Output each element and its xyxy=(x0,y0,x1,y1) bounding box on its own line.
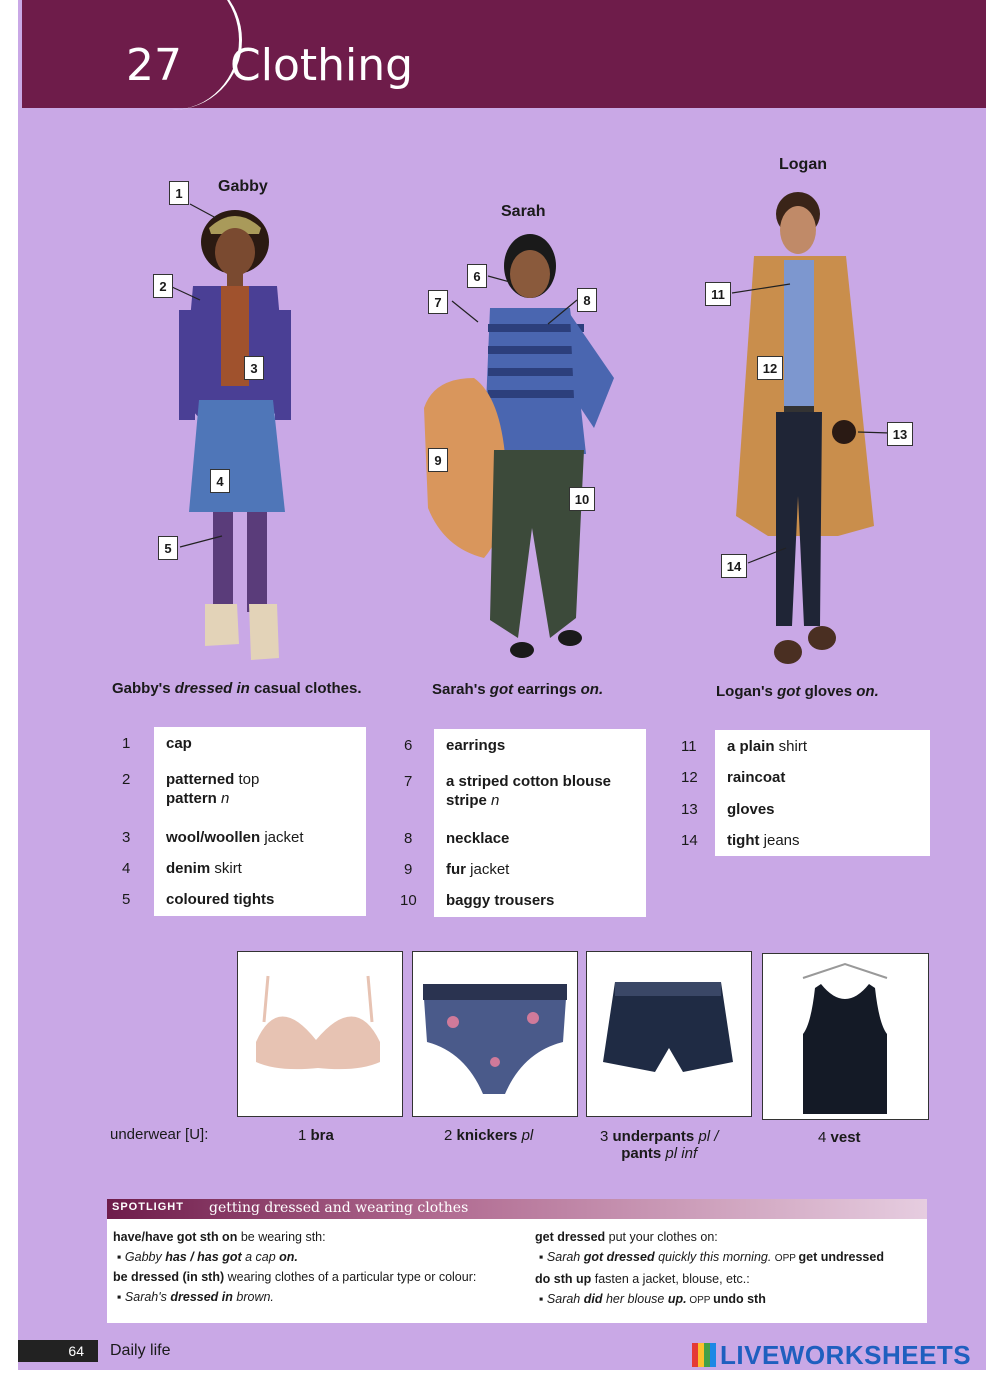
bra-image xyxy=(238,952,401,1115)
photo-knickers xyxy=(412,951,578,1117)
marker-1: 1 xyxy=(169,181,189,205)
vocab-number: 9 xyxy=(404,861,413,878)
vocab-item-raincoat: raincoat xyxy=(727,769,786,786)
vest-image xyxy=(763,954,927,1118)
brand-text: LIVEWORKSHEETS xyxy=(720,1340,972,1370)
underwear-item-underpants: 3 underpants pl / pants pl inf xyxy=(600,1128,719,1162)
vocab-item-necklace: necklace xyxy=(446,830,510,847)
spotlight-tag: SPOTLIGHT xyxy=(112,1201,184,1213)
spotlight-def-be-dressed: be dressed (in sth) wearing clothes of a particular type or colour: xyxy=(113,1270,477,1284)
vocab-number: 4 xyxy=(122,860,131,877)
vocab-number: 13 xyxy=(681,801,698,818)
vocab-item-earrings: earrings xyxy=(446,737,506,754)
photo-bra xyxy=(237,951,403,1117)
underwear-item-bra: 1 bra xyxy=(298,1127,334,1144)
marker-10: 10 xyxy=(569,487,595,511)
spotlight-left-column xyxy=(113,1227,513,1307)
knickers-image xyxy=(413,952,576,1115)
vocab-item-striped-blouse: a striped cotton blouse stripe n xyxy=(446,773,612,809)
vocab-item-fur-jacket: fur jacket xyxy=(446,861,510,878)
vocab-item-patterned-top: patterned top pattern n xyxy=(166,771,260,807)
liveworksheets-logo-icon xyxy=(692,1343,716,1367)
vocab-number: 5 xyxy=(122,891,131,908)
marker-9: 9 xyxy=(428,448,448,472)
vocab-box-2 xyxy=(434,729,646,917)
spotlight-example: ▪ Sarah's dressed in brown. xyxy=(117,1290,274,1304)
vocab-item-baggy-trousers: baggy trousers xyxy=(446,892,555,909)
caption-sarah: Sarah's got earrings on. xyxy=(432,681,604,698)
vocab-item-coloured-tights: coloured tights xyxy=(166,891,275,908)
vocab-number: 11 xyxy=(681,738,697,755)
spotlight-def-have-on: have/have got sth on be wearing sth: xyxy=(113,1230,326,1244)
underwear-item-vest: 4 vest xyxy=(818,1129,861,1146)
marker-3: 3 xyxy=(244,356,264,380)
vocab-item-cap: cap xyxy=(166,735,192,752)
underpants-image xyxy=(587,952,750,1115)
marker-7: 7 xyxy=(428,290,448,314)
spotlight-header xyxy=(107,1199,927,1219)
marker-5: 5 xyxy=(158,536,178,560)
vocab-number: 14 xyxy=(681,832,698,849)
spotlight-right-column xyxy=(535,1227,925,1311)
caption-gabby: Gabby's dressed in casual clothes. xyxy=(112,680,362,697)
marker-14: 14 xyxy=(721,554,747,578)
name-logan: Logan xyxy=(779,156,827,173)
marker-6: 6 xyxy=(467,264,487,288)
caption-logan: Logan's got gloves on. xyxy=(716,683,879,700)
vocab-number: 1 xyxy=(122,735,131,752)
spotlight-example: ▪ Sarah did her blouse up. OPP undo sth xyxy=(539,1292,766,1306)
vocab-item-denim-skirt: denim skirt xyxy=(166,860,242,877)
spotlight-title: getting dressed and wearing clothes xyxy=(209,1200,469,1216)
liveworksheets-logo[interactable] xyxy=(692,1340,971,1371)
unit-number: 27 xyxy=(126,40,182,91)
marker-11: 11 xyxy=(705,282,731,306)
underwear-label: underwear [U]: xyxy=(110,1126,209,1143)
underwear-item-knickers: 2 knickers pl xyxy=(444,1127,534,1144)
spotlight-def-get-dressed: get dressed put your clothes on: xyxy=(535,1230,718,1244)
vocab-number: 10 xyxy=(400,892,417,909)
vocab-item-tight-jeans: tight jeans xyxy=(727,832,800,849)
marker-13: 13 xyxy=(887,422,913,446)
vocab-number: 3 xyxy=(122,829,131,846)
section-name: Daily life xyxy=(110,1342,171,1359)
vocab-number: 12 xyxy=(681,769,698,786)
vocab-number: 7 xyxy=(404,773,413,790)
vocab-box-1 xyxy=(154,727,366,916)
spotlight-def-do-up: do sth up fasten a jacket, blouse, etc.: xyxy=(535,1272,750,1286)
page-title: Clothing xyxy=(230,40,414,91)
vocab-number: 2 xyxy=(122,771,131,788)
name-gabby: Gabby xyxy=(218,178,268,195)
marker-12: 12 xyxy=(757,356,783,380)
spotlight-box xyxy=(107,1199,927,1323)
marker-8: 8 xyxy=(577,288,597,312)
vocab-item-gloves: gloves xyxy=(727,801,775,818)
vocab-item-plain-shirt: a plain shirt xyxy=(727,738,808,755)
spotlight-example: ▪ Gabby has / has got a cap on. xyxy=(117,1250,298,1264)
photo-underpants xyxy=(586,951,752,1117)
marker-4: 4 xyxy=(210,469,230,493)
spotlight-example: ▪ Sarah got dressed quickly this morning. OPP get undressed xyxy=(539,1250,884,1264)
vocab-number: 8 xyxy=(404,830,413,847)
vocab-item-woollen-jacket: wool/woollen jacket xyxy=(166,829,304,846)
page-number: 64 xyxy=(18,1340,98,1362)
name-sarah: Sarah xyxy=(501,203,546,220)
marker-2: 2 xyxy=(153,274,173,298)
photo-vest xyxy=(762,953,929,1120)
vocab-number: 6 xyxy=(404,737,413,754)
